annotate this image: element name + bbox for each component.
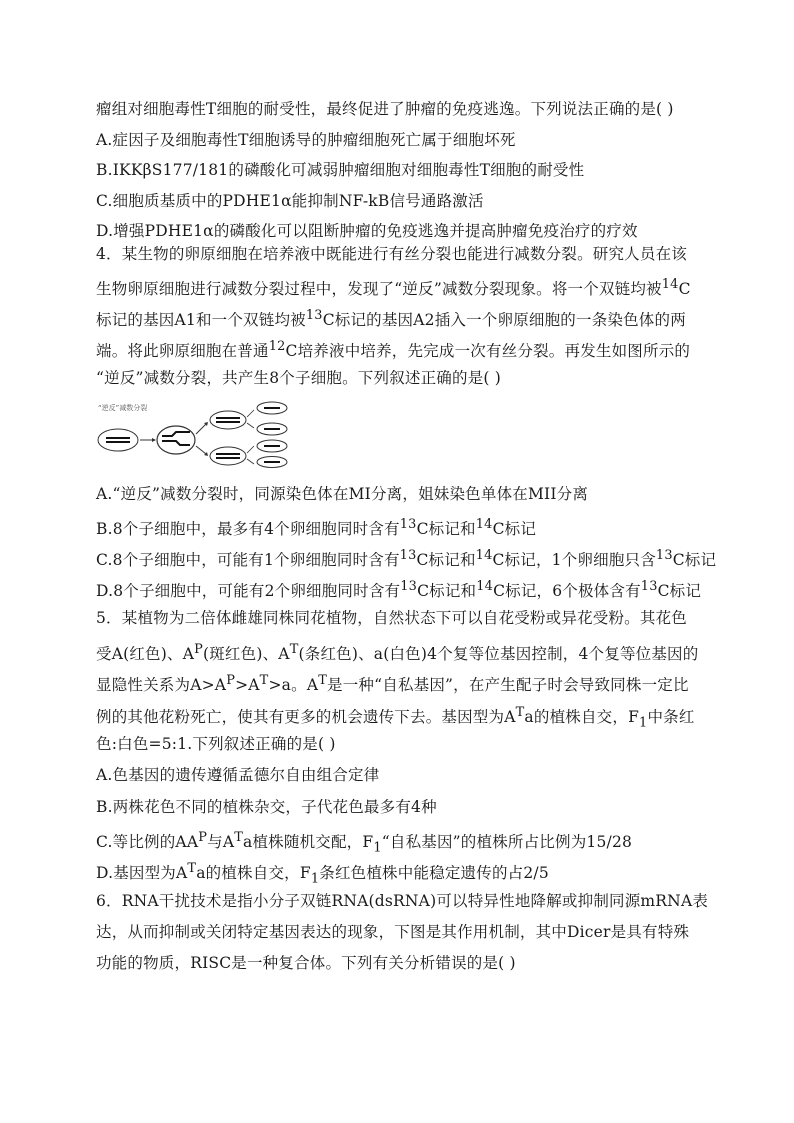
q4-option-b: B.8个子细胞中，最多有4个卵细胞同时含有$^{13}$C标记和$^{14}$C标记 [96, 517, 537, 539]
q3-option-c: C.细胞质基质中的PDHE1α能抑制NF-kB信号通路激活 [96, 192, 484, 210]
q4-option-d: D.8个子细胞中，可能有2个卵细胞同时含有$^{13}$C标记和$^{14}$C标记，6个极体含有$^{13}$C标记 [96, 579, 702, 601]
q3-stem-tail: 瘤组对细胞毒性T细胞的耐受性，最终促进了肿瘤的免疫逃逸。下列说法正确的是( ) [96, 100, 674, 118]
q5-line-5: 色:白色=5:1.下列叙述正确的是( ) [96, 735, 336, 753]
q5-line-2: 受A(红色)、$A^P$(斑红色)、$A^T$(条红色)、a(白色)4个复等位基因控制，4个复等位基因的 [96, 642, 699, 664]
diagram-caption: “逆反”减数分裂 [98, 404, 148, 412]
q5-option-a: A.色基因的遗传遵循孟德尔自由组合定律 [96, 766, 380, 784]
q3-option-d: D.增强PDHE1α的磷酸化可以阻断肿瘤的免疫逃逸并提高肿瘤免疫治疗的疗效 [96, 222, 638, 240]
q5-option-d: D.基因型为$A^Ta$的植株自交，$F_1$条红色植株中能稳定遗传的占2/5 [96, 861, 549, 887]
q6-line-2: 达，从而抑制或关闭特定基因表达的现象，下图是其作用机制，其中Dicer是具有特殊 [96, 923, 690, 941]
q3-option-a: A.症因子及细胞毒性T细胞诱导的肿瘤细胞死亡属于细胞坏死 [96, 131, 516, 149]
q5-line-3: 显隐性关系为$A>A^P>A^T>a$。$A^T$是一种“自私基因”，在产生配子时会导致同株一定比 [96, 673, 689, 695]
q3-option-b: B.IKKβS177/181的磷酸化可减弱肿瘤细胞对细胞毒性T细胞的耐受性 [96, 161, 585, 179]
q5-option-b: B.两株花色不同的植株杂交，子代花色最多有4种 [96, 798, 437, 816]
q5-line-4: 例的其他花粉死亡，使其有更多的机会遗传下去。基因型为$A^Ta$的植株自交，$F_1$中条红 [96, 705, 695, 731]
q4-line-5: “逆反”减数分裂，共产生8个子细胞。下列叙述正确的是( ) [96, 369, 502, 387]
q4-line-2: 生物卵原细胞进行减数分裂过程中，发现了“逆反”减数分裂现象。将一个双链均被$^{14}$C [96, 277, 691, 299]
q6-line-3: 功能的物质，RISC是一种复合体。下列有关分析错误的是( ) [96, 954, 516, 972]
q5-option-c: C.等比例的$AA^P$与$A^Ta$植株随机交配，$F_1“$自私基因”的植株所占比例为15/28 [96, 830, 633, 856]
q4-line-1: 4．某生物的卵原细胞在培养液中既能进行有丝分裂也能进行减数分裂。研究人员在该 [96, 245, 687, 263]
reverse-meiosis-diagram [96, 398, 296, 468]
q4-line-4: 端。将此卵原细胞在普通$^{12}$C培养液中培养，先完成一次有丝分裂。再发生如图所示的 [96, 339, 691, 361]
q4-option-a: A.“逆反”减数分裂时，同源染色体在MI分离，姐妹染色单体在MII分离 [96, 485, 589, 503]
q6-line-1: 6．RNA干扰技术是指小分子双链RNA(dsRNA)可以特异性地降解或抑制同源mRNA表 [96, 892, 709, 910]
q4-line-3: 标记的基因A1和一个双链均被$^{13}$C标记的基因A2插入一个卵原细胞的一条染色体的两 [96, 308, 686, 330]
q5-line-1: 5．某植物为二倍体雌雄同株同花植物，自然状态下可以自花受粉或异花受粉。其花色 [96, 609, 687, 627]
q4-option-c: C.8个子细胞中，可能有1个卵细胞同时含有$^{13}$C标记和$^{14}$C标记，1个卵细胞只含$^{13}$C标记 [96, 548, 717, 570]
